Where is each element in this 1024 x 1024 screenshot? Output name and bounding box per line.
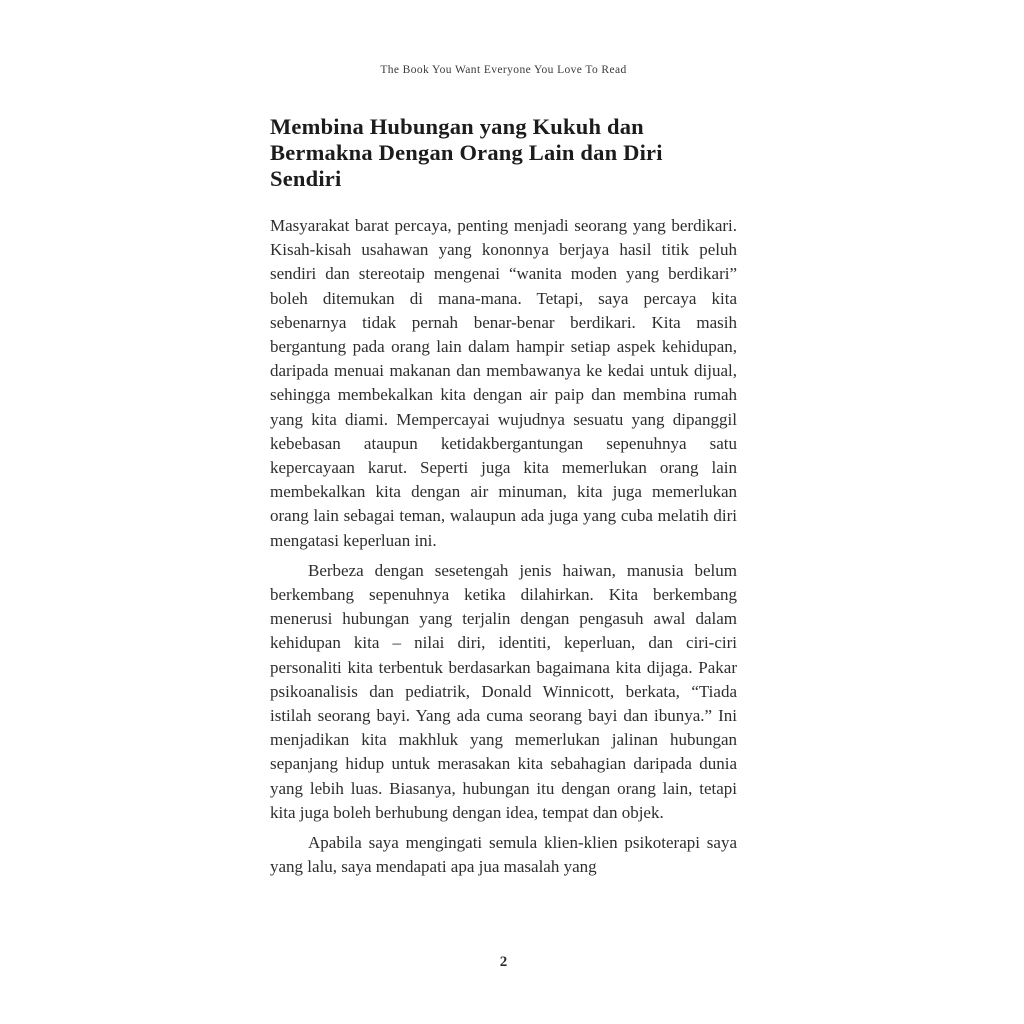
paragraph: Berbeza dengan sesetengah jenis haiwan, manusia belum berkembang sepenuhnya ketika dilahirkan. Kita berkembang menerusi hubungan yang terjalin dengan pengasuh awal dalam kehidupan kita – nilai diri, identiti, keperluan, dan ciri-ciri personaliti kita terbentuk berdasarkan bagaimana kita dijaga. Pakar psikoanalisis dan pediatrik, Donald Winnicott, berkata, “Tiada istilah seorang bayi. Yang ada cuma seorang bayi dan ibunya.” Ini menjadikan kita makhluk yang memerlukan jalinan hubungan sepanjang hidup untuk merasakan kita sebahagian daripada dunia yang lebih luas. Biasanya, hubungan itu dengan orang lain, tetapi kita juga boleh berhubung dengan idea, tempat dan objek. <box>270 560 737 822</box>
paragraph: Apabila saya mengingati semula klien-klien psikoterapi saya yang lalu, saya mendapati apa jua masalah yang <box>270 833 737 877</box>
chapter-title: Membina Hubungan yang Kukuh dan Bermakna Dengan Orang Lain dan Diri Sendiri <box>270 114 663 191</box>
page-number: 2 <box>499 954 508 970</box>
text-column <box>270 0 737 1024</box>
paragraph: Masyarakat barat percaya, penting menjadi seorang yang berdikari. Kisah-kisah usahawan yang kononnya berjaya hasil titik peluh sendiri dan stereotaip mengenai “wanita moden yang berdikari” boleh ditemukan di mana-mana. Tetapi, saya percaya kita sebenarnya tidak pernah benar-benar berdikari. Kita masih bergantung pada orang lain dalam hampir setiap aspek kehidupan, daripada menuai makanan dan membawanya ke kedai untuk dijual, sehingga membekalkan kita dengan air paip dan membina rumah yang kita diami. Mempercayai wujudnya sesuatu yang dipanggil kebebasan ataupun ketidakbergantungan sepenuhnya satu kepercayaan karut. Seperti juga kita memerlukan orang lain membekalkan kita dengan air minuman, kita juga memerlukan orang lain sebagai teman, walaupun ada juga yang cuba melatih diri mengatasi keperluan ini. <box>270 216 737 550</box>
body-text <box>270 214 737 885</box>
running-header: The Book You Want Everyone You Love To Read <box>380 64 627 76</box>
